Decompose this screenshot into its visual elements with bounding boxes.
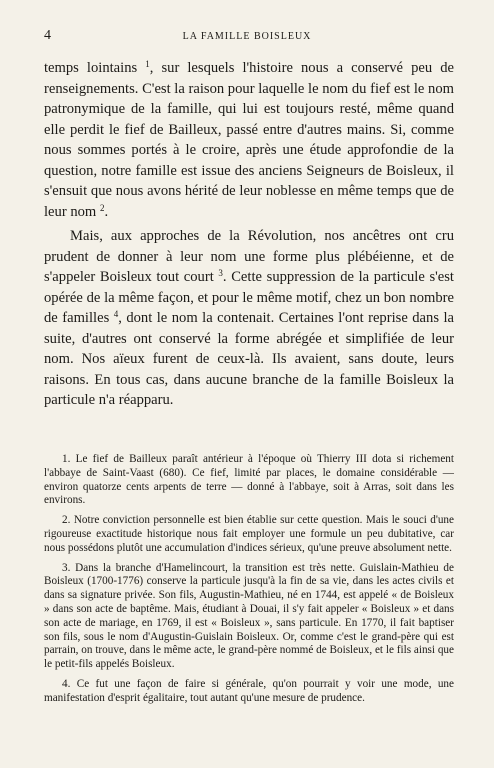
footnote-ref-3: 3 (218, 268, 223, 278)
paragraph-1-part-3: . (104, 203, 109, 220)
paragraph-2-part-1: Mais, aux approches de la Révolution, nos ancêtres ont cru prudent de donner à leur nom une forme plus plébéienne, et de s'appeler Boisleux tout court (44, 228, 454, 285)
footnote-ref-4: 4 (113, 309, 119, 319)
footnote-1: 1. Le fief de Bailleux paraît antérieur à l'époque où Thierry III dota si richement l'abbaye de Saint-Vaast (680). Ce fief, limité par places, le domaine considérable — environ quatorze cents arpents de terre — donné à l'abbaye, soit à Arras, soit dans les environs. (44, 453, 454, 507)
footnote-4: 4. Ce fut une façon de faire si générale, qu'on pourrait y voir une mode, une manifestation d'esprit égalitaire, tout autant qu'une mesure de prudence. (44, 677, 454, 704)
paragraph-2-part-3: , dont le nom la contenait. Certaines l'ont reprise dans la suite, d'autres ont conservé la forme abrégée et simplifiée de leur nom. Nos aïeux furent de ceux-là. Ils avaient, sans doute, leurs raisons. En tous cas, dans aucune branche de la famille Boisleux la particule n'a réapparu. (44, 310, 454, 408)
page-header (44, 30, 450, 46)
main-text (44, 58, 454, 411)
footnote-3: 3. Dans la branche d'Hamelincourt, la transition est très nette. Guislain-Mathieu de Boisleux (1700-1776) conserve la particule jusqu'à la fin de sa vie, dans les actes civils et dans sa signature privée. Son fils, Augustin-Mathieu, né en 1744, est appelé « de Boisleux » dans son acte de baptême. Mais, étudiant à Douai, il s'y fait appeler « Boisleux » et dans son acte de mariage, en 1769, il est « Boisleux », sans particule. En 1770, il fait baptiser son fils, sous le nom d'Augustin-Guislain Boisleux. Or, comme c'est le grand-père qui est parrain, on trouve, dans le même acte, le grand-père nommé de Boisleux, et le fils ainsi que le petit-fils appelés Boisleux. (44, 561, 454, 671)
page-number: 4 (44, 28, 51, 43)
footnote-ref-1: 1 (145, 59, 150, 69)
paragraph-1 (44, 58, 454, 222)
running-title: LA FAMILLE BOISLEUX (182, 31, 312, 42)
footnote-ref-2: 2 (99, 202, 105, 213)
footnotes (44, 453, 454, 712)
paragraph-1-part-1: temps lointains (44, 60, 146, 76)
paragraph-2-part-2: . Cette suppression de la particule s'est opérée de la même façon, et pour le même motif, chez un bon nombre de familles (44, 269, 454, 326)
paragraph-2 (44, 226, 454, 411)
footnote-2: 2. Notre conviction personnelle est bien établie sur cette question. Mais le souci d'une rigoureuse exactitude historique nous fait employer une formule un peu dubitative, car nous possédons plutôt une accumulation d'indices sérieux, qu'une preuve absolument nette. (44, 514, 454, 554)
paragraph-1-part-2: , sur lesquels l'histoire nous a conservé peu de renseignements. C'est la raison pour laquelle le nom du fief est le nom patronymique de la famille, qui lui est toujours resté, même quand elle perdit le fief de Bailleux, passé entre d'autres mains. Si, comme nous sommes portés à le croire, après une étude approfondie de la question, notre famille est issue des anciens Seigneurs de Boisleux, il s'ensuit que nous avons hérité de leur noblesse en même temps que de leur nom (44, 60, 454, 220)
